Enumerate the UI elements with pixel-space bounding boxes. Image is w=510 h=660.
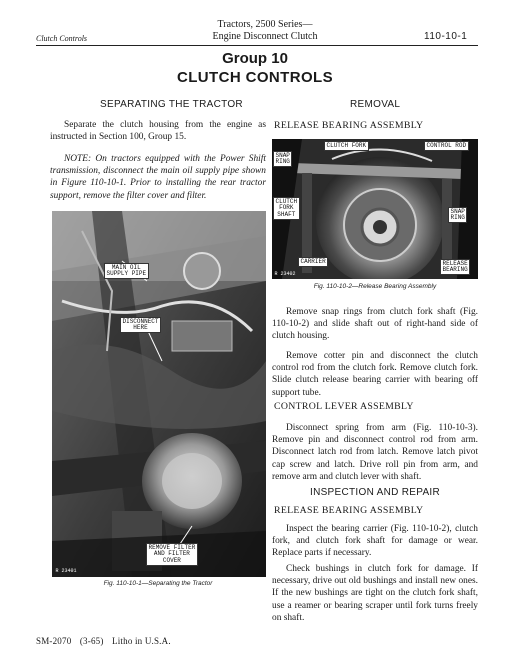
header-title: [150, 19, 380, 43]
label-main-oil-line1: MAIN OIL: [111, 263, 141, 271]
right-para-1: [272, 306, 478, 343]
footer-printed: Litho in U.S.A.: [112, 636, 171, 646]
label-snap-ring-left-1: SNAP: [275, 151, 290, 159]
label-main-oil-supply-pipe: [104, 263, 149, 279]
label-control-rod: CONTROL ROD: [424, 141, 469, 151]
label-release-bearing: [440, 259, 470, 275]
right-subheading-release-bearing: RELEASE BEARING ASSEMBLY: [274, 120, 424, 131]
label-snap-ring-left-2: RING: [275, 158, 290, 166]
label-snap-ring-left: [273, 151, 292, 167]
right-para-5-text: Check bushings in clutch fork for damage. If necessary, drive out old bushings and install new ones. If the new bushings are tight on the clutch fork shaft, use a reamer or bearing scraper until fork turns freely on shaft.: [272, 564, 478, 623]
right-para-5: [272, 563, 478, 624]
label-remove-line3: COVER: [162, 556, 181, 564]
label-disconnect-line2: HERE: [133, 324, 148, 332]
figure-2-caption: Fig. 110-10-2—Release Bearing Assembly: [313, 283, 437, 290]
figure-2-code: R 23402: [274, 270, 296, 277]
right-heading-inspection: INSPECTION AND REPAIR: [309, 487, 441, 498]
header-section-name: Clutch Controls: [36, 34, 88, 43]
figure-1-photo: [52, 211, 266, 577]
label-snap-ring-right-1: SNAP: [450, 207, 465, 215]
right-para-2-text: Remove cotter pin and disconnect the clutch control rod from the clutch fork. Remove clutch fork. Slide clutch release bearing carrier with bearing off support tube.: [272, 351, 478, 398]
label-clutch-fork: CLUTCH FORK: [324, 141, 369, 151]
figure-separating-tractor: [52, 211, 266, 577]
right-para-1-text: Remove snap rings from clutch fork shaft (Fig. 110-10-2) and slide shaft out of right-hand side of clutch housing.: [272, 307, 478, 342]
right-subheading-control-lever: CONTROL LEVER ASSEMBLY: [274, 401, 414, 412]
label-release-2: BEARING: [442, 266, 468, 274]
group-number: Group 10: [222, 50, 288, 67]
page-number: 110-10-1: [424, 31, 468, 42]
label-clutch-fork-shaft: [273, 197, 300, 220]
label-release-1: RELEASE: [442, 259, 468, 267]
label-remove-line2: AND FILTER: [153, 550, 190, 558]
left-para-1-text: Separate the clutch housing from the engine as instructed in Section 100, Group 15.: [50, 120, 266, 143]
figure-release-bearing: [272, 139, 478, 279]
left-note: [50, 153, 266, 202]
right-para-3: [272, 422, 478, 483]
footer: [36, 636, 177, 646]
label-carrier: CARRIER: [298, 257, 328, 267]
left-heading: SEPARATING THE TRACTOR: [100, 99, 243, 110]
left-note-text: NOTE: On tractors equipped with the Power Shift transmission, disconnect the main oil supply pipe shown in Figure 110-10-1. Prior to installing the rear tractor support, remove the filter cover and filter.: [50, 154, 266, 201]
group-title: CLUTCH CONTROLS: [177, 69, 333, 86]
label-main-oil-line2: SUPPLY PIPE: [106, 270, 147, 278]
header-title-line1: Tractors, 2500 Series—: [217, 19, 313, 30]
label-shaft-1: CLUTCH: [275, 197, 298, 205]
header-title-line2: Engine Disconnect Clutch: [212, 31, 318, 42]
right-subheading-release-bearing-2: RELEASE BEARING ASSEMBLY: [274, 505, 424, 516]
footer-date: (3-65): [79, 636, 104, 646]
label-remove-filter-cover: [146, 543, 198, 566]
right-para-2: [272, 350, 478, 399]
label-snap-ring-right: [448, 207, 467, 223]
footer-code: SM-2070: [36, 636, 72, 646]
right-heading-removal: REMOVAL: [350, 99, 401, 110]
right-para-3-text: Disconnect spring from arm (Fig. 110-10-3). Remove pin and disconnect control rod from arm. Disconnect latch rod from latch. Remove latch pivot cap screw and latch. Drive roll pin from arm, and remove arm and clutch lever with shaft.: [272, 423, 478, 482]
figure-1-code: R 23401: [55, 567, 77, 574]
figure-1-caption: Fig. 110-10-1—Separating the Tractor: [103, 580, 213, 587]
label-disconnect-here: [120, 317, 161, 333]
label-disconnect-line1: DISCONNECT: [122, 317, 159, 325]
label-shaft-3: SHAFT: [277, 210, 296, 218]
right-para-4: [272, 523, 478, 560]
label-remove-line1: REMOVE FILTER: [148, 543, 196, 551]
label-shaft-2: FORK: [279, 204, 294, 212]
label-snap-ring-right-2: RING: [450, 214, 465, 222]
right-para-4-text: Inspect the bearing carrier (Fig. 110-10-2), clutch fork, and clutch fork shaft for damage or wear. Replace parts if necessary.: [272, 524, 478, 559]
left-para-1: [50, 119, 266, 143]
header-divider: [36, 45, 478, 46]
